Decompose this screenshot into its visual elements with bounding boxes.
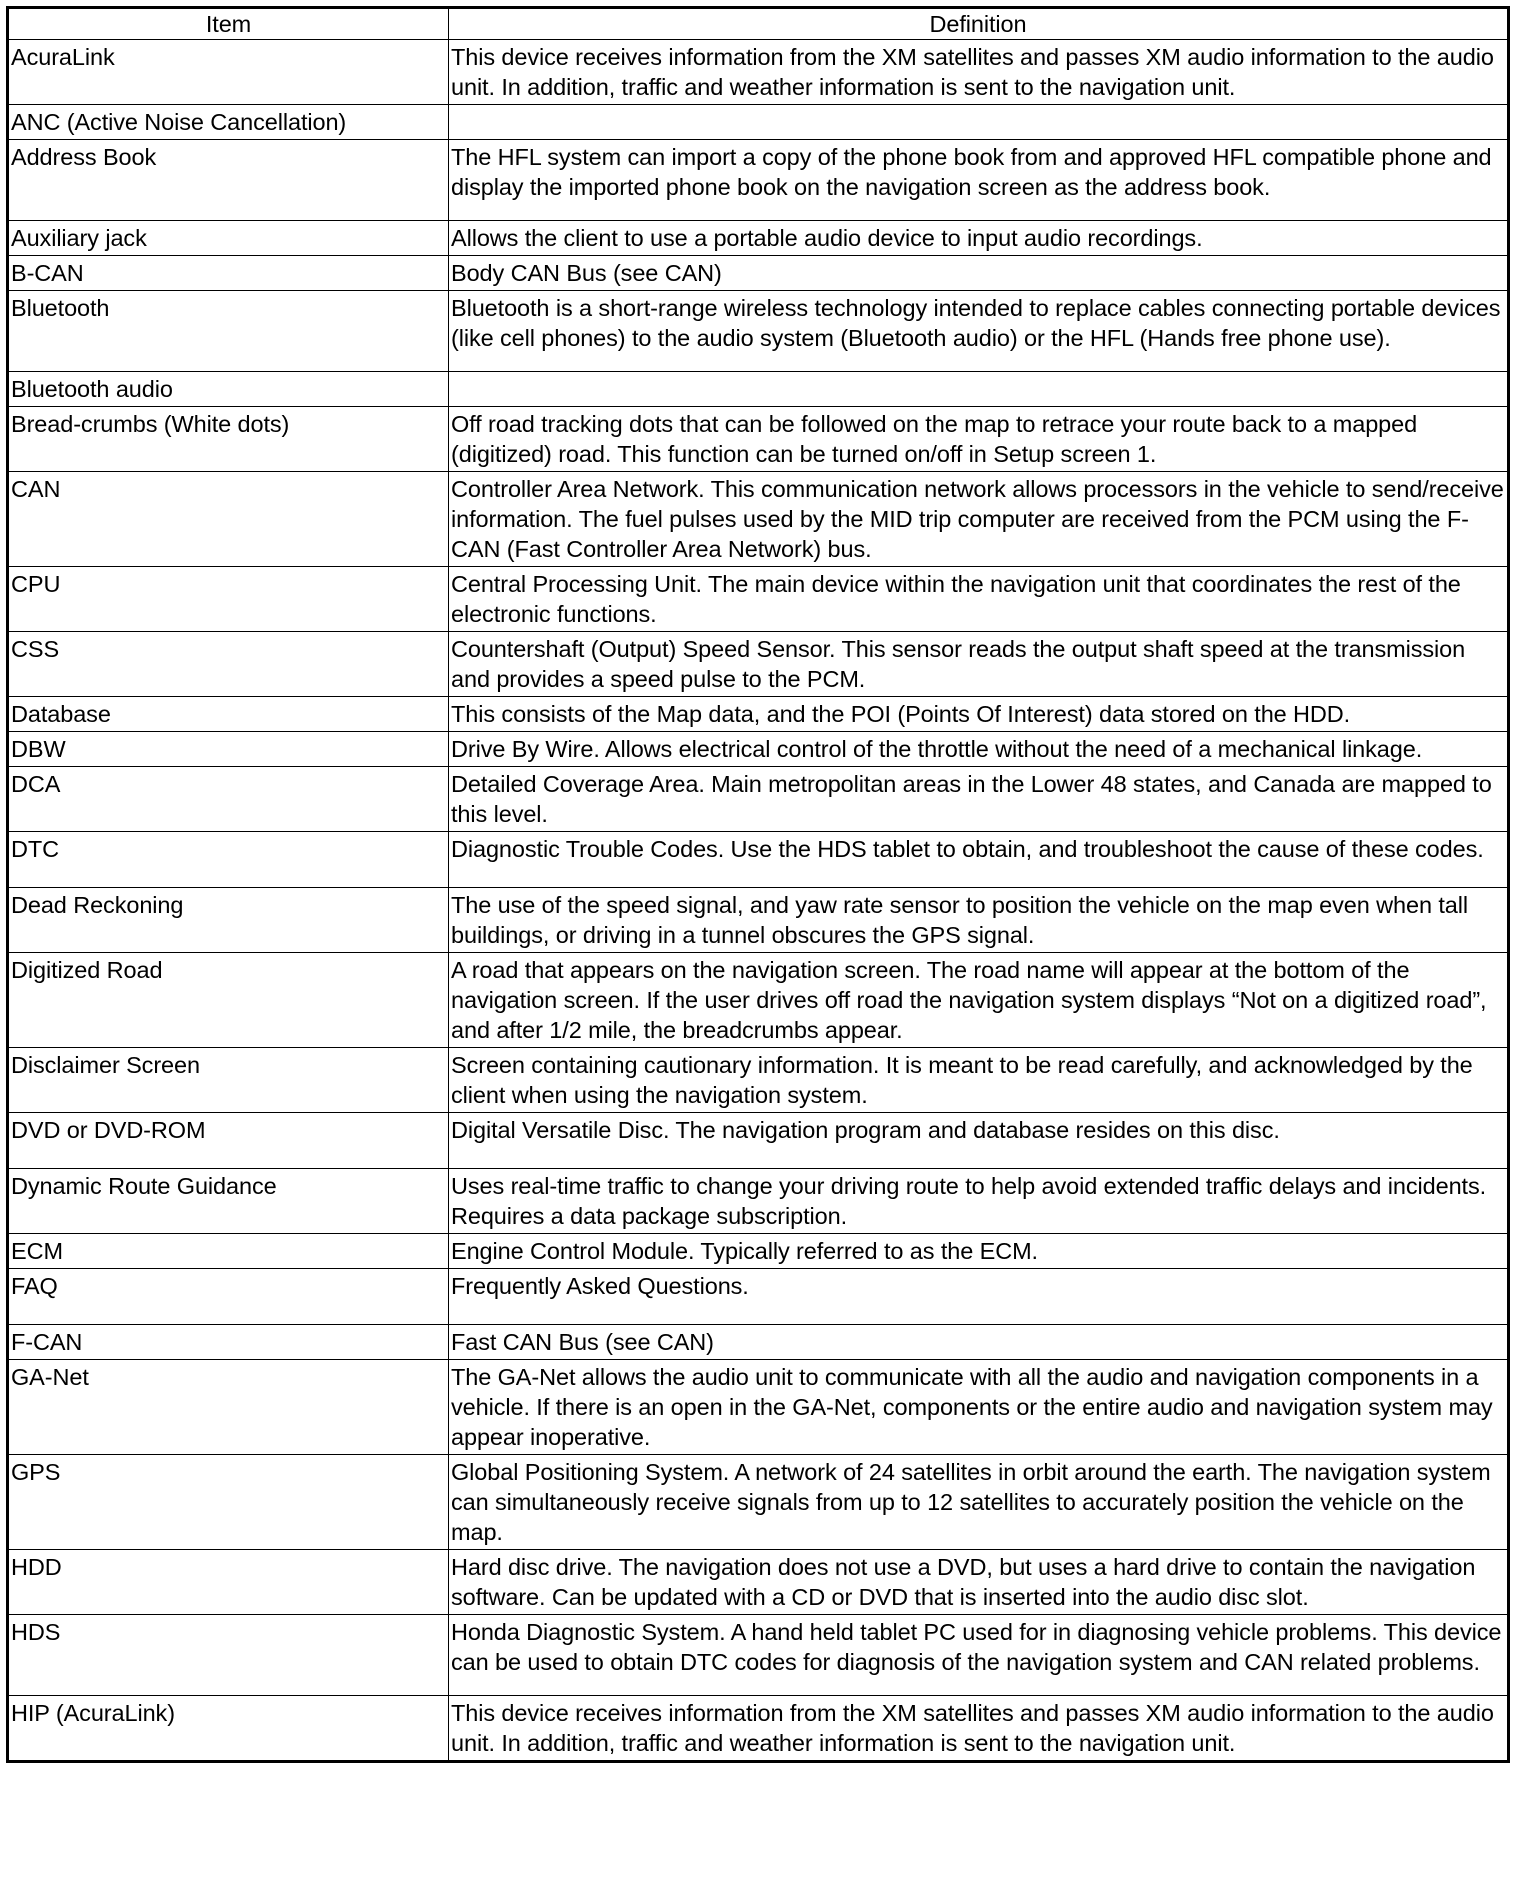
item-cell: Dynamic Route Guidance xyxy=(8,1169,449,1234)
definition-cell: Honda Diagnostic System. A hand held tablet PC used for in diagnosing vehicle problems. This device can be used to obtain DTC codes for diagnosis of the navigation system and CAN related problems. xyxy=(449,1615,1509,1696)
table-row xyxy=(8,832,1509,888)
definition-cell: This consists of the Map data, and the POI (Points Of Interest) data stored on the HDD. xyxy=(449,697,1509,732)
definition-cell xyxy=(449,372,1509,407)
item-column-header: Item xyxy=(8,8,449,40)
item-cell: DVD or DVD-ROM xyxy=(8,1113,449,1169)
item-cell: Bluetooth xyxy=(8,291,449,372)
table-row xyxy=(8,697,1509,732)
definition-cell: Frequently Asked Questions. xyxy=(449,1269,1509,1325)
item-cell: HDD xyxy=(8,1550,449,1615)
table-row xyxy=(8,1615,1509,1696)
definition-cell: A road that appears on the navigation screen. The road name will appear at the bottom of the navigation screen. If the user drives off road the navigation system displays “Not on a digitized road”, and after 1/2 mile, the breadcrumbs appear. xyxy=(449,953,1509,1048)
table-row xyxy=(8,1234,1509,1269)
item-cell: DTC xyxy=(8,832,449,888)
glossary-table xyxy=(6,6,1510,1763)
item-cell: Digitized Road xyxy=(8,953,449,1048)
definition-column-header: Definition xyxy=(449,8,1509,40)
definition-cell: This device receives information from the XM satellites and passes XM audio information to the audio unit. In addition, traffic and weather information is sent to the navigation unit. xyxy=(449,40,1509,105)
definition-cell: Global Positioning System. A network of 24 satellites in orbit around the earth. The navigation system can simultaneously receive signals from up to 12 satellites to accurately position the vehicle on the map. xyxy=(449,1455,1509,1550)
table-row xyxy=(8,372,1509,407)
table-row xyxy=(8,221,1509,256)
table-row xyxy=(8,407,1509,472)
table-row xyxy=(8,1169,1509,1234)
item-cell: Bluetooth audio xyxy=(8,372,449,407)
definition-cell xyxy=(449,105,1509,140)
definition-cell: The GA-Net allows the audio unit to communicate with all the audio and navigation components in a vehicle. If there is an open in the GA-Net, components or the entire audio and navigation system may appear inoperative. xyxy=(449,1360,1509,1455)
table-row xyxy=(8,40,1509,105)
item-cell: Database xyxy=(8,697,449,732)
table-row xyxy=(8,732,1509,767)
definition-cell: Digital Versatile Disc. The navigation program and database resides on this disc. xyxy=(449,1113,1509,1169)
item-cell: GA-Net xyxy=(8,1360,449,1455)
definition-cell: Screen containing cautionary information. It is meant to be read carefully, and acknowledged by the client when using the navigation system. xyxy=(449,1048,1509,1113)
item-cell: Disclaimer Screen xyxy=(8,1048,449,1113)
item-cell: AcuraLink xyxy=(8,40,449,105)
table-row xyxy=(8,1269,1509,1325)
definition-cell: Engine Control Module. Typically referred to as the ECM. xyxy=(449,1234,1509,1269)
item-cell: Auxiliary jack xyxy=(8,221,449,256)
definition-cell: Body CAN Bus (see CAN) xyxy=(449,256,1509,291)
definition-cell: Diagnostic Trouble Codes. Use the HDS tablet to obtain, and troubleshoot the cause of these codes. xyxy=(449,832,1509,888)
table-row xyxy=(8,1048,1509,1113)
definition-cell: Drive By Wire. Allows electrical control of the throttle without the need of a mechanical linkage. xyxy=(449,732,1509,767)
item-cell: Bread-crumbs (White dots) xyxy=(8,407,449,472)
definition-cell: Allows the client to use a portable audio device to input audio recordings. xyxy=(449,221,1509,256)
glossary-body xyxy=(8,40,1509,1762)
table-row xyxy=(8,1550,1509,1615)
definition-cell: Central Processing Unit. The main device within the navigation unit that coordinates the rest of the electronic functions. xyxy=(449,567,1509,632)
item-cell: Address Book xyxy=(8,140,449,221)
item-cell: CSS xyxy=(8,632,449,697)
definition-cell: The use of the speed signal, and yaw rate sensor to position the vehicle on the map even when tall buildings, or driving in a tunnel obscures the GPS signal. xyxy=(449,888,1509,953)
item-cell: Dead Reckoning xyxy=(8,888,449,953)
table-row xyxy=(8,1360,1509,1455)
table-row xyxy=(8,632,1509,697)
table-row xyxy=(8,1696,1509,1762)
item-cell: DCA xyxy=(8,767,449,832)
table-row xyxy=(8,953,1509,1048)
definition-cell: Countershaft (Output) Speed Sensor. This sensor reads the output shaft speed at the transmission and provides a speed pulse to the PCM. xyxy=(449,632,1509,697)
table-row xyxy=(8,256,1509,291)
definition-cell: Fast CAN Bus (see CAN) xyxy=(449,1325,1509,1360)
item-cell: GPS xyxy=(8,1455,449,1550)
table-row xyxy=(8,767,1509,832)
definition-cell: The HFL system can import a copy of the phone book from and approved HFL compatible phone and display the imported phone book on the navigation screen as the address book. xyxy=(449,140,1509,221)
item-cell: FAQ xyxy=(8,1269,449,1325)
definition-cell: This device receives information from the XM satellites and passes XM audio information to the audio unit. In addition, traffic and weather information is sent to the navigation unit. xyxy=(449,1696,1509,1762)
item-cell: B-CAN xyxy=(8,256,449,291)
item-cell: CPU xyxy=(8,567,449,632)
item-cell: ECM xyxy=(8,1234,449,1269)
table-row xyxy=(8,291,1509,372)
table-row xyxy=(8,567,1509,632)
table-row xyxy=(8,1113,1509,1169)
definition-cell: Uses real-time traffic to change your driving route to help avoid extended traffic delays and incidents. Requires a data package subscription. xyxy=(449,1169,1509,1234)
definition-cell: Hard disc drive. The navigation does not use a DVD, but uses a hard drive to contain the navigation software. Can be updated with a CD or DVD that is inserted into the audio disc slot. xyxy=(449,1550,1509,1615)
definition-cell: Detailed Coverage Area. Main metropolitan areas in the Lower 48 states, and Canada are mapped to this level. xyxy=(449,767,1509,832)
definition-cell: Off road tracking dots that can be followed on the map to retrace your route back to a mapped (digitized) road. This function can be turned on/off in Setup screen 1. xyxy=(449,407,1509,472)
item-cell: DBW xyxy=(8,732,449,767)
item-cell: HDS xyxy=(8,1615,449,1696)
table-row xyxy=(8,105,1509,140)
item-cell: F-CAN xyxy=(8,1325,449,1360)
definition-cell: Bluetooth is a short-range wireless technology intended to replace cables connecting portable devices (like cell phones) to the audio system (Bluetooth audio) or the HFL (Hands free phone use). xyxy=(449,291,1509,372)
table-row xyxy=(8,888,1509,953)
table-row xyxy=(8,472,1509,567)
item-cell: HIP (AcuraLink) xyxy=(8,1696,449,1762)
item-cell: ANC (Active Noise Cancellation) xyxy=(8,105,449,140)
definition-cell: Controller Area Network. This communication network allows processors in the vehicle to send/receive information. The fuel pulses used by the MID trip computer are received from the PCM using the F-CAN (Fast Controller Area Network) bus. xyxy=(449,472,1509,567)
table-row xyxy=(8,1455,1509,1550)
table-row xyxy=(8,1325,1509,1360)
item-cell: CAN xyxy=(8,472,449,567)
table-row xyxy=(8,140,1509,221)
table-header-row xyxy=(8,8,1509,40)
